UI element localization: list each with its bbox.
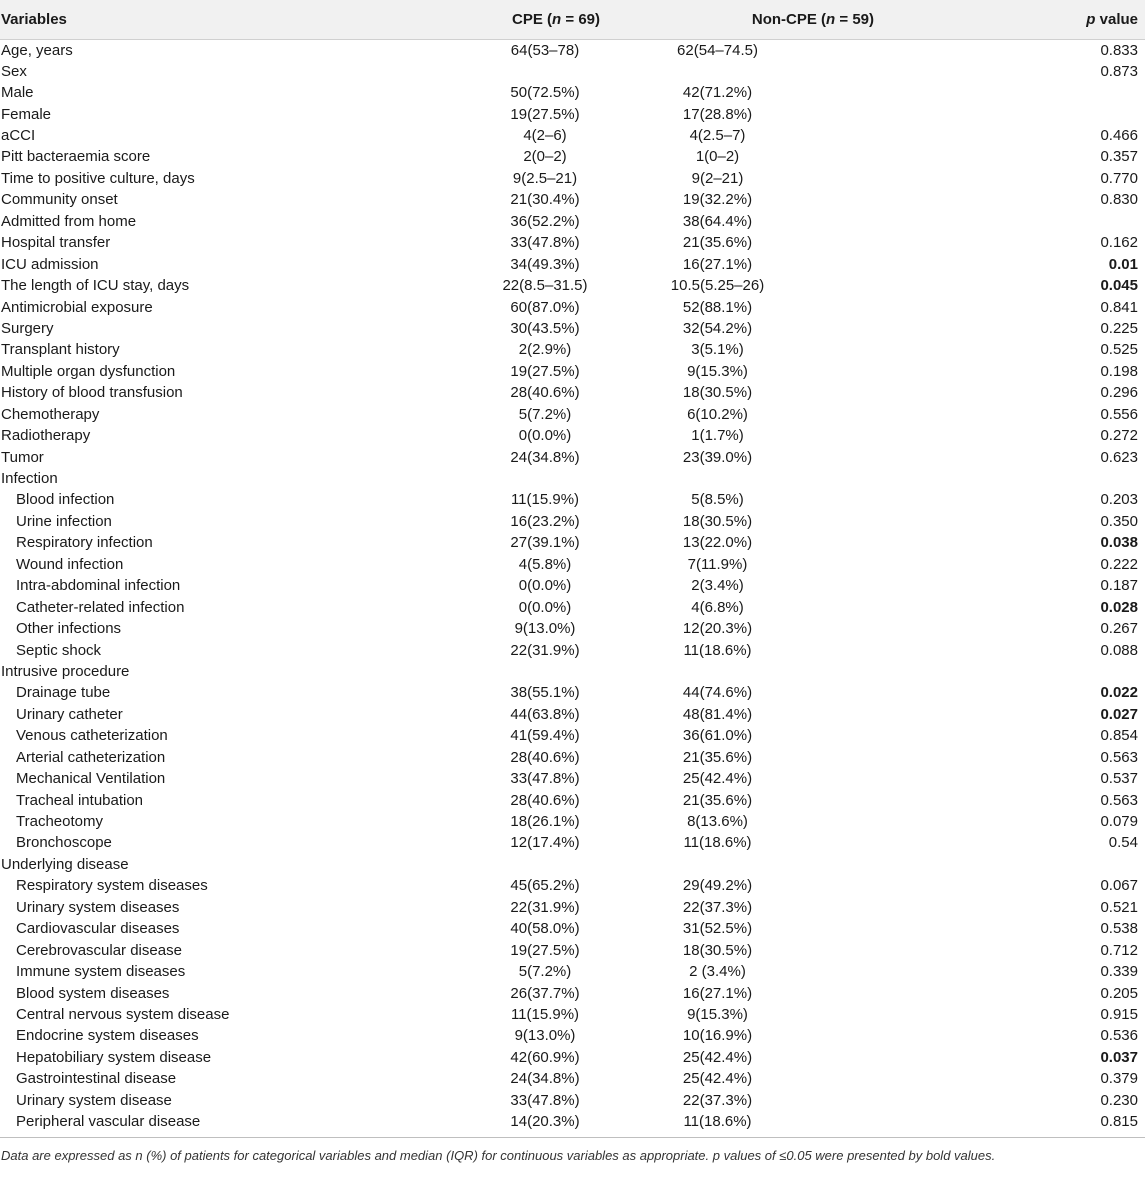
cell-p-value: 0.272 bbox=[1100, 427, 1138, 445]
cell-cpe: 40(58.0%) bbox=[510, 920, 580, 938]
cell-non-cpe bbox=[612, 468, 1023, 489]
table-row bbox=[0, 446, 1145, 467]
cell-cpe: 5(7.2%) bbox=[518, 963, 572, 981]
cell-variable: History of blood transfusion bbox=[1, 384, 183, 402]
cell-variable: Gastrointestinal disease bbox=[16, 1070, 177, 1088]
cell-cpe: 9(13.0%) bbox=[514, 620, 576, 638]
cell-non-cpe bbox=[612, 61, 1023, 82]
cell-cpe: 0(0.0%) bbox=[518, 598, 572, 616]
cell-p-value: 0.01 bbox=[1108, 255, 1138, 273]
cell-variable: Arterial catheterization bbox=[16, 748, 166, 766]
table-row bbox=[0, 1111, 1145, 1132]
cell-variable: Radiotherapy bbox=[1, 427, 91, 445]
table-row bbox=[0, 554, 1145, 575]
cell-variable: Urinary system diseases bbox=[16, 898, 180, 916]
table-row bbox=[0, 1068, 1145, 1089]
cell-variable: Tumor bbox=[1, 448, 44, 466]
table-row bbox=[0, 468, 1145, 489]
cell-cpe: 5(7.2%) bbox=[518, 405, 572, 423]
cell-cpe: 21(30.4%) bbox=[510, 191, 580, 209]
table-row bbox=[0, 1090, 1145, 1111]
table-row bbox=[0, 103, 1145, 124]
cell-p-value: 0.770 bbox=[1100, 169, 1138, 187]
table-row bbox=[0, 425, 1145, 446]
cell-non-cpe: 1(1.7%) bbox=[691, 427, 744, 445]
header-cpe bbox=[370, 0, 612, 39]
cell-non-cpe: 6(10.2%) bbox=[687, 405, 748, 423]
table-row bbox=[0, 382, 1145, 403]
cell-p-value: 0.162 bbox=[1100, 234, 1138, 252]
cell-p-value: 0.028 bbox=[1100, 598, 1138, 616]
cell-non-cpe: 21(35.6%) bbox=[682, 748, 753, 766]
cell-non-cpe: 23(39.0%) bbox=[682, 448, 753, 466]
cell-variable: Age, years bbox=[1, 41, 73, 59]
header-p-rest: value bbox=[1095, 10, 1138, 28]
cell-non-cpe: 62(54–74.5) bbox=[677, 41, 758, 59]
table-row bbox=[0, 639, 1145, 660]
cell-cpe: 30(43.5%) bbox=[510, 319, 580, 337]
table-row bbox=[0, 253, 1145, 274]
cell-cpe: 18(26.1%) bbox=[510, 813, 580, 831]
cell-non-cpe: 5(8.5%) bbox=[691, 491, 744, 509]
table-row bbox=[0, 897, 1145, 918]
cell-cpe: 28(40.6%) bbox=[510, 791, 580, 809]
cell-non-cpe: 32(54.2%) bbox=[682, 319, 753, 337]
header-p-italic: p bbox=[1086, 10, 1096, 28]
cell-variable: ICU admission bbox=[1, 255, 99, 273]
cell-non-cpe: 48(81.4%) bbox=[682, 705, 753, 723]
cell-cpe bbox=[370, 468, 612, 489]
cell-variable: Cerebrovascular disease bbox=[16, 941, 182, 959]
cell-variable: Wound infection bbox=[16, 555, 124, 573]
cell-p-value: 0.712 bbox=[1100, 941, 1138, 959]
cell-non-cpe: 3(5.1%) bbox=[691, 341, 744, 359]
cell-p-value bbox=[1023, 211, 1145, 232]
table-row bbox=[0, 854, 1145, 875]
cell-variable: Male bbox=[1, 84, 34, 102]
cell-variable: Sex bbox=[1, 62, 27, 80]
cell-p-value: 0.841 bbox=[1100, 298, 1138, 316]
cell-non-cpe: 9(15.3%) bbox=[687, 362, 748, 380]
cell-cpe: 50(72.5%) bbox=[510, 84, 580, 102]
cell-p-value: 0.079 bbox=[1100, 813, 1138, 831]
table-row bbox=[0, 511, 1145, 532]
cell-variable: Respiratory system diseases bbox=[16, 877, 208, 895]
cell-non-cpe: 17(28.8%) bbox=[682, 105, 753, 123]
cell-cpe: 60(87.0%) bbox=[510, 298, 580, 316]
cell-variable: Underlying disease bbox=[1, 855, 129, 873]
cell-cpe: 19(27.5%) bbox=[510, 941, 580, 959]
cell-cpe: 11(15.9%) bbox=[510, 491, 580, 509]
cell-p-value: 0.296 bbox=[1100, 384, 1138, 402]
table-row bbox=[0, 939, 1145, 960]
header-cpe-suffix: = 69) bbox=[561, 10, 600, 28]
cell-variable: Urinary catheter bbox=[16, 705, 123, 723]
cell-variable: Transplant history bbox=[1, 341, 120, 359]
cell-p-value bbox=[1023, 468, 1145, 489]
cell-variable: Pitt bacteraemia score bbox=[1, 148, 151, 166]
cell-p-value: 0.187 bbox=[1100, 577, 1138, 595]
cell-non-cpe: 7(11.9%) bbox=[687, 555, 748, 573]
cell-non-cpe: 25(42.4%) bbox=[682, 1048, 753, 1066]
cell-non-cpe: 11(18.6%) bbox=[683, 1113, 752, 1131]
table-row bbox=[0, 704, 1145, 725]
cell-variable: Chemotherapy bbox=[1, 405, 100, 423]
cell-p-value: 0.088 bbox=[1100, 641, 1138, 659]
cell-p-value: 0.525 bbox=[1100, 341, 1138, 359]
cell-variable: Hepatobiliary system disease bbox=[16, 1048, 212, 1066]
cell-p-value: 0.538 bbox=[1100, 920, 1138, 938]
cell-non-cpe: 10(16.9%) bbox=[682, 1027, 753, 1045]
cell-non-cpe: 9(2–21) bbox=[691, 169, 744, 187]
table-row bbox=[0, 39, 1145, 61]
cell-cpe: 22(31.9%) bbox=[510, 641, 580, 659]
table-row bbox=[0, 318, 1145, 339]
cell-p-value: 0.037 bbox=[1100, 1048, 1138, 1066]
table-row bbox=[0, 832, 1145, 853]
cell-cpe: 12(17.4%) bbox=[510, 834, 580, 852]
cell-non-cpe: 4(6.8%) bbox=[691, 598, 744, 616]
table-row bbox=[0, 1047, 1145, 1068]
cell-non-cpe: 18(30.5%) bbox=[682, 384, 753, 402]
cell-cpe: 11(15.9%) bbox=[510, 1005, 580, 1023]
cell-non-cpe: 42(71.2%) bbox=[682, 84, 753, 102]
cell-non-cpe: 18(30.5%) bbox=[682, 941, 753, 959]
cell-cpe: 2(0–2) bbox=[523, 148, 567, 166]
cell-variable: Infection bbox=[1, 470, 58, 488]
cell-variable: The length of ICU stay, days bbox=[1, 277, 190, 295]
table-row bbox=[0, 768, 1145, 789]
header-non-cpe bbox=[612, 0, 1023, 39]
cell-p-value: 0.350 bbox=[1100, 512, 1138, 530]
cell-cpe: 33(47.8%) bbox=[510, 234, 580, 252]
table-row bbox=[0, 361, 1145, 382]
cell-cpe: 28(40.6%) bbox=[510, 748, 580, 766]
cell-p-value: 0.521 bbox=[1100, 898, 1138, 916]
cell-cpe: 24(34.8%) bbox=[510, 448, 580, 466]
cell-non-cpe: 38(64.4%) bbox=[682, 212, 753, 230]
cell-p-value: 0.198 bbox=[1100, 362, 1138, 380]
cell-cpe: 33(47.8%) bbox=[510, 770, 580, 788]
cell-p-value: 0.623 bbox=[1100, 448, 1138, 466]
cell-p-value: 0.203 bbox=[1100, 491, 1138, 509]
table-row bbox=[0, 404, 1145, 425]
cell-non-cpe: 36(61.0%) bbox=[682, 727, 753, 745]
header-p-value bbox=[1023, 0, 1145, 39]
cell-variable: Respiratory infection bbox=[16, 534, 153, 552]
cell-non-cpe: 29(49.2%) bbox=[682, 877, 753, 895]
cell-cpe: 0(0.0%) bbox=[518, 427, 572, 445]
table-row bbox=[0, 789, 1145, 810]
cell-p-value bbox=[1023, 661, 1145, 682]
cell-variable: Urine infection bbox=[16, 512, 112, 530]
cell-variable: aCCI bbox=[1, 127, 36, 145]
cell-variable: Blood infection bbox=[16, 491, 115, 509]
cell-p-value: 0.038 bbox=[1100, 534, 1138, 552]
cell-variable: Female bbox=[1, 105, 52, 123]
cell-variable: Blood system diseases bbox=[16, 984, 170, 1002]
cell-non-cpe: 8(13.6%) bbox=[687, 813, 748, 831]
cell-non-cpe: 11(18.6%) bbox=[683, 641, 752, 659]
cell-p-value: 0.854 bbox=[1100, 727, 1138, 745]
cell-variable: Immune system diseases bbox=[16, 963, 186, 981]
header-cpe-prefix: CPE ( bbox=[512, 10, 553, 28]
cell-variable: Other infections bbox=[16, 620, 122, 638]
cell-non-cpe: 22(37.3%) bbox=[682, 1091, 753, 1109]
cell-non-cpe: 31(52.5%) bbox=[682, 920, 753, 938]
table-header bbox=[0, 0, 1145, 39]
table-row bbox=[0, 532, 1145, 553]
cell-p-value: 0.815 bbox=[1100, 1113, 1138, 1131]
cell-variable: Urinary system disease bbox=[16, 1091, 172, 1109]
cell-cpe: 9(2.5–21) bbox=[512, 169, 578, 187]
cell-cpe: 64(53–78) bbox=[510, 41, 580, 59]
cell-non-cpe: 12(20.3%) bbox=[682, 620, 753, 638]
cell-non-cpe: 18(30.5%) bbox=[682, 512, 753, 530]
cell-variable: Surgery bbox=[1, 319, 54, 337]
cell-cpe: 34(49.3%) bbox=[510, 255, 580, 273]
cell-cpe: 33(47.8%) bbox=[510, 1091, 580, 1109]
cell-cpe: 19(27.5%) bbox=[510, 362, 580, 380]
header-cpe-n: n bbox=[552, 10, 562, 28]
cell-p-value: 0.045 bbox=[1100, 277, 1138, 295]
cell-non-cpe: 21(35.6%) bbox=[682, 234, 753, 252]
cell-variable: Antimicrobial exposure bbox=[1, 298, 153, 316]
table-row bbox=[0, 725, 1145, 746]
table-row bbox=[0, 618, 1145, 639]
cell-cpe: 44(63.8%) bbox=[510, 705, 580, 723]
cell-cpe: 0(0.0%) bbox=[518, 577, 572, 595]
cell-variable: Tracheal intubation bbox=[16, 791, 144, 809]
cell-p-value bbox=[1023, 854, 1145, 875]
cell-non-cpe: 22(37.3%) bbox=[682, 898, 753, 916]
cell-cpe: 4(2–6) bbox=[523, 127, 567, 145]
cell-variable: Community onset bbox=[1, 191, 118, 209]
cell-p-value: 0.339 bbox=[1100, 963, 1138, 981]
cell-non-cpe: 9(15.3%) bbox=[687, 1005, 748, 1023]
cell-p-value: 0.536 bbox=[1100, 1027, 1138, 1045]
table-row bbox=[0, 575, 1145, 596]
header-variables: Variables bbox=[0, 0, 370, 39]
table-row bbox=[0, 82, 1145, 103]
cell-non-cpe: 11(18.6%) bbox=[683, 834, 752, 852]
cell-non-cpe: 4(2.5–7) bbox=[689, 127, 746, 145]
cell-p-value: 0.563 bbox=[1100, 791, 1138, 809]
cell-variable: Venous catheterization bbox=[16, 727, 168, 745]
cell-cpe bbox=[370, 661, 612, 682]
cell-variable: Admitted from home bbox=[1, 212, 137, 230]
cell-cpe: 14(20.3%) bbox=[510, 1113, 580, 1131]
table-row bbox=[0, 275, 1145, 296]
cell-p-value: 0.563 bbox=[1100, 748, 1138, 766]
cell-non-cpe: 19(32.2%) bbox=[682, 191, 753, 209]
cell-p-value: 0.205 bbox=[1100, 984, 1138, 1002]
cell-p-value: 0.556 bbox=[1100, 405, 1138, 423]
cell-non-cpe: 1(0–2) bbox=[695, 148, 740, 166]
cell-non-cpe: 44(74.6%) bbox=[682, 684, 753, 702]
cell-non-cpe bbox=[612, 854, 1023, 875]
cell-variable: Intrusive procedure bbox=[1, 662, 130, 680]
cell-non-cpe: 10.5(5.25–26) bbox=[670, 277, 765, 295]
cell-p-value: 0.537 bbox=[1100, 770, 1138, 788]
cell-p-value bbox=[1023, 103, 1145, 124]
cell-p-value bbox=[1023, 82, 1145, 103]
table-row bbox=[0, 296, 1145, 317]
cell-cpe: 45(65.2%) bbox=[510, 877, 580, 895]
cell-non-cpe: 16(27.1%) bbox=[682, 984, 753, 1002]
table-row bbox=[0, 918, 1145, 939]
cell-variable: Drainage tube bbox=[16, 684, 111, 702]
cell-cpe: 16(23.2%) bbox=[510, 512, 580, 530]
table-row bbox=[0, 61, 1145, 82]
cell-variable: Peripheral vascular disease bbox=[16, 1113, 201, 1131]
table-row bbox=[0, 875, 1145, 896]
cell-cpe: 2(2.9%) bbox=[518, 341, 572, 359]
table-row bbox=[0, 811, 1145, 832]
table-row bbox=[0, 146, 1145, 167]
header-row bbox=[0, 0, 1145, 39]
table-row bbox=[0, 961, 1145, 982]
cell-p-value: 0.027 bbox=[1100, 705, 1138, 723]
table-row bbox=[0, 682, 1145, 703]
cell-cpe: 36(52.2%) bbox=[510, 212, 580, 230]
header-non-cpe-prefix: Non-CPE ( bbox=[751, 10, 827, 28]
cell-non-cpe: 2(3.4%) bbox=[691, 577, 744, 595]
header-non-cpe-n: n bbox=[826, 10, 836, 28]
cell-non-cpe: 25(42.4%) bbox=[682, 770, 753, 788]
cell-variable: Mechanical Ventilation bbox=[16, 770, 166, 788]
header-non-cpe-suffix: = 59) bbox=[835, 10, 874, 28]
cell-variable: Multiple organ dysfunction bbox=[1, 362, 176, 380]
cell-cpe: 41(59.4%) bbox=[510, 727, 580, 745]
cell-cpe: 4(5.8%) bbox=[518, 555, 572, 573]
cell-p-value: 0.222 bbox=[1100, 555, 1138, 573]
cell-p-value: 0.230 bbox=[1100, 1091, 1138, 1109]
cell-p-value: 0.915 bbox=[1100, 1005, 1138, 1023]
table-row bbox=[0, 339, 1145, 360]
cell-non-cpe: 25(42.4%) bbox=[682, 1070, 753, 1088]
cell-cpe: 19(27.5%) bbox=[510, 105, 580, 123]
table-row bbox=[0, 747, 1145, 768]
cell-non-cpe: 2 (3.4%) bbox=[689, 963, 746, 981]
table-row bbox=[0, 211, 1145, 232]
cell-variable: Intra-abdominal infection bbox=[16, 577, 181, 595]
cell-cpe: 28(40.6%) bbox=[510, 384, 580, 402]
cell-variable: Bronchoscope bbox=[16, 834, 112, 852]
cell-non-cpe bbox=[612, 661, 1023, 682]
cell-cpe: 9(13.0%) bbox=[514, 1027, 576, 1045]
cell-variable: Septic shock bbox=[16, 641, 102, 659]
cell-variable: Time to positive culture, days bbox=[1, 169, 195, 187]
cell-p-value: 0.357 bbox=[1100, 148, 1138, 166]
cell-cpe: 22(8.5–31.5) bbox=[502, 277, 588, 295]
cell-variable: Cardiovascular diseases bbox=[16, 920, 180, 938]
table-footnote: Data are expressed as n (%) of patients for categorical variables and median (IQR) for continuous variables as appropriate. p values of ≤0.05 were presented by bold values. bbox=[0, 1137, 1145, 1163]
cell-p-value: 0.830 bbox=[1100, 191, 1138, 209]
cell-variable: Tracheotomy bbox=[16, 813, 103, 831]
cell-non-cpe: 13(22.0%) bbox=[682, 534, 753, 552]
table-row bbox=[0, 125, 1145, 146]
table-row bbox=[0, 982, 1145, 1003]
cell-cpe bbox=[370, 61, 612, 82]
table-row bbox=[0, 661, 1145, 682]
cell-cpe: 38(55.1%) bbox=[510, 684, 580, 702]
table-row bbox=[0, 232, 1145, 253]
cell-non-cpe: 21(35.6%) bbox=[682, 791, 753, 809]
cell-cpe: 27(39.1%) bbox=[510, 534, 580, 552]
table-row bbox=[0, 596, 1145, 617]
cell-p-value: 0.54 bbox=[1108, 834, 1138, 852]
cell-cpe: 24(34.8%) bbox=[510, 1070, 580, 1088]
cell-cpe: 42(60.9%) bbox=[510, 1048, 580, 1066]
cell-variable: Hospital transfer bbox=[1, 234, 111, 252]
cell-cpe bbox=[370, 854, 612, 875]
table-row bbox=[0, 189, 1145, 210]
cell-p-value: 0.267 bbox=[1100, 620, 1138, 638]
table-row bbox=[0, 1004, 1145, 1025]
cell-cpe: 26(37.7%) bbox=[510, 984, 580, 1002]
table-row bbox=[0, 1025, 1145, 1046]
cell-p-value: 0.225 bbox=[1100, 319, 1138, 337]
cell-p-value: 0.466 bbox=[1100, 127, 1138, 145]
cell-variable: Central nervous system disease bbox=[16, 1005, 230, 1023]
cell-cpe: 22(31.9%) bbox=[510, 898, 580, 916]
cell-variable: Catheter-related infection bbox=[16, 598, 185, 616]
cell-p-value: 0.873 bbox=[1100, 62, 1138, 80]
cell-p-value: 0.022 bbox=[1100, 684, 1138, 702]
table-row bbox=[0, 168, 1145, 189]
table-row bbox=[0, 489, 1145, 510]
cell-non-cpe: 16(27.1%) bbox=[682, 255, 753, 273]
cell-p-value: 0.067 bbox=[1100, 877, 1138, 895]
cell-variable: Endocrine system diseases bbox=[16, 1027, 199, 1045]
cell-non-cpe: 52(88.1%) bbox=[682, 298, 753, 316]
cell-p-value: 0.833 bbox=[1100, 41, 1138, 59]
cell-p-value: 0.379 bbox=[1100, 1070, 1138, 1088]
table-body bbox=[0, 39, 1145, 1132]
